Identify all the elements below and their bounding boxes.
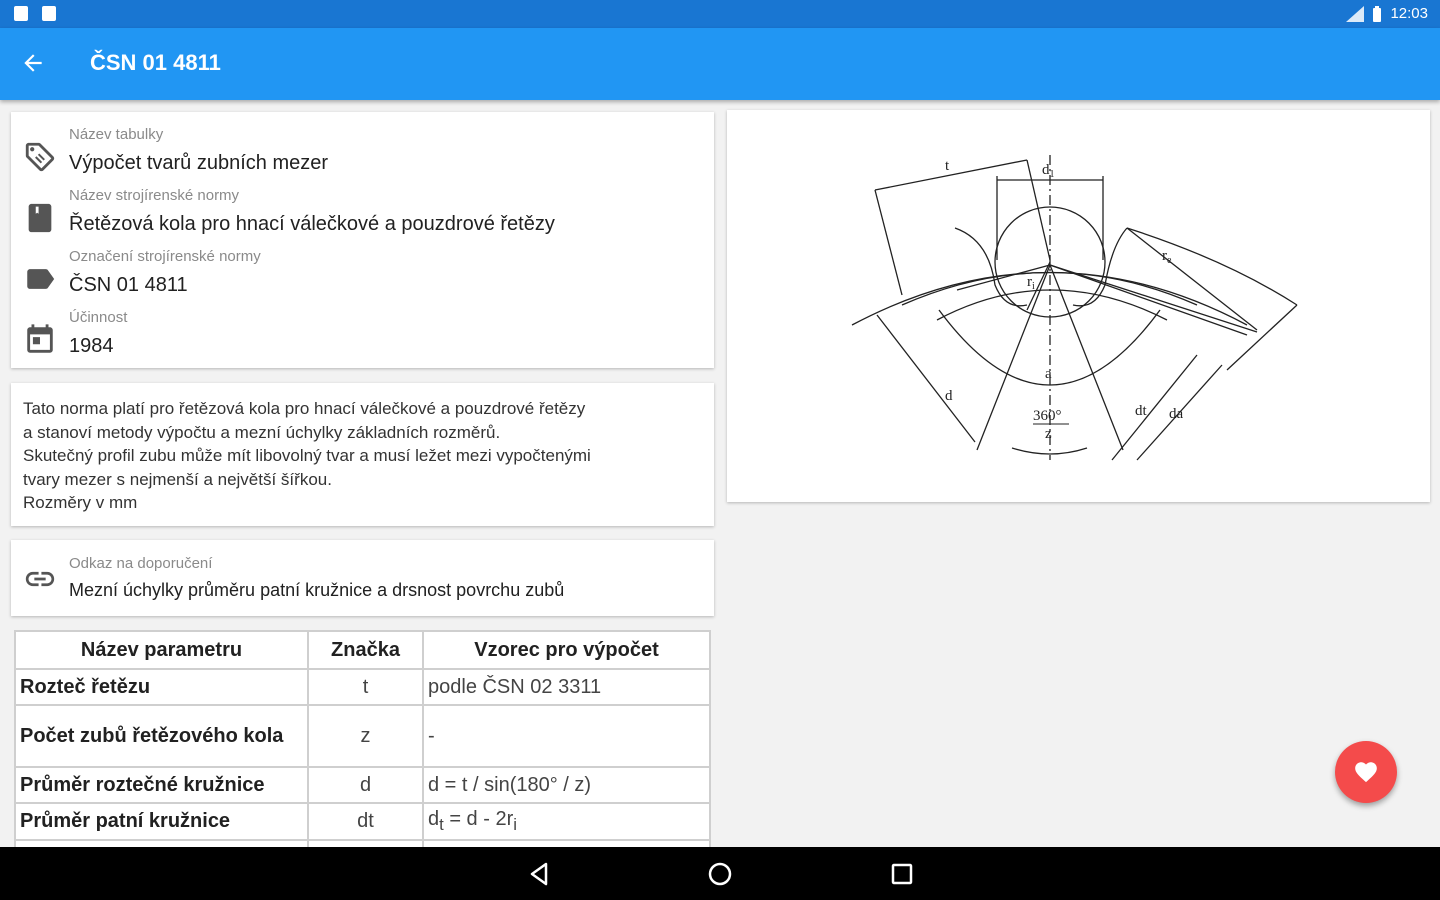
status-bar <box>0 0 1440 28</box>
diagram-label-da: da <box>1169 406 1184 422</box>
status-time: 12:03 <box>1390 5 1428 22</box>
diagram-label-re: $r_e$ <box>1162 248 1172 266</box>
norm-name-value: Řetězová kola pro hnací válečkové a pouzdrové řetězy <box>69 213 555 235</box>
table-row <box>15 803 710 840</box>
table-name-label: Název tabulky <box>69 126 164 143</box>
diagram-label-dt: dt <box>1135 403 1147 419</box>
info-row-effective <box>11 305 711 365</box>
info-row-norm-name <box>11 183 711 243</box>
favorite-button[interactable] <box>1335 741 1397 803</box>
calendar-icon <box>23 323 57 357</box>
nav-home-icon[interactable] <box>705 859 735 889</box>
param-formula: podle ČSN 02 3311 <box>423 669 710 705</box>
effective-value: 1984 <box>69 335 114 357</box>
table-row <box>15 669 710 705</box>
signal-icon <box>1346 6 1364 22</box>
table-header-formula: Vzorec pro výpočet <box>423 631 710 669</box>
tag-icon <box>23 140 57 174</box>
param-formula: $d_t = d - 2r_i$ <box>423 803 710 840</box>
diagram-label-d: d <box>945 388 953 404</box>
link-label: Odkaz na doporučení <box>69 555 213 572</box>
description-line: Tato norma platí pro řetězová kola pro hnací válečkové a pouzdrové řetězy <box>23 399 586 418</box>
heart-icon <box>1353 759 1379 785</box>
info-card <box>11 112 714 368</box>
description-card <box>11 383 714 526</box>
table-header-row <box>15 631 710 669</box>
description-line: Rozměry v mm <box>23 493 138 512</box>
diagram-label-d1: $d_1$ <box>1042 162 1055 180</box>
description-line: tvary mezer s nejmenší a největší šířkou. <box>23 469 332 489</box>
diagram-card <box>727 110 1430 502</box>
page-title: ČSN 01 4811 <box>90 50 221 75</box>
param-name: Počet zubů řetězového kola <box>15 705 308 767</box>
nav-recents-icon[interactable] <box>887 859 917 889</box>
table-name-value: Výpočet tvarů zubních mezer <box>69 152 329 174</box>
nav-back-icon[interactable] <box>524 859 554 889</box>
param-name: Průměr patní kružnice <box>15 803 308 840</box>
param-symbol: dt <box>308 803 423 840</box>
description-line: Skutečný profil zubu může mít libovolný tvar a musí ležet mezi vypočtenými <box>23 446 591 465</box>
table-row <box>15 705 710 767</box>
table-row <box>15 767 710 803</box>
param-formula: - <box>423 705 710 767</box>
link-row[interactable] <box>11 550 711 610</box>
back-arrow-icon[interactable] <box>20 50 46 76</box>
description-text <box>23 397 713 515</box>
info-row-table-name <box>11 122 711 182</box>
diagram-label-ri: $r_i$ <box>1027 274 1035 292</box>
battery-icon <box>1372 6 1382 22</box>
table-header-name: Název parametru <box>15 631 308 669</box>
effective-label: Účinnost <box>69 309 128 326</box>
diagram-label-angle-num: 360° <box>1033 408 1062 424</box>
link-text[interactable]: Mezní úchylky průměru patní kružnice a drsnost povrchu zubů <box>69 580 565 600</box>
param-name: Rozteč řetězu <box>15 669 308 705</box>
label-icon <box>23 262 57 296</box>
link-card[interactable] <box>11 540 714 616</box>
norm-code-value: ČSN 01 4811 <box>69 274 188 296</box>
diagram-label-angle-den: z <box>1045 426 1052 442</box>
table-header-symbol: Značka <box>308 631 423 669</box>
notification-icon-2 <box>42 6 56 21</box>
system-nav-bar <box>0 847 1440 900</box>
param-symbol: z <box>308 705 423 767</box>
description-line: a stanoví metody výpočtu a mezní úchylky základních rozměrů. <box>23 422 501 442</box>
param-name: Průměr roztečné kružnice <box>15 767 308 803</box>
norm-code-label: Označení strojírenské normy <box>69 248 261 265</box>
notification-icon <box>14 6 28 21</box>
param-formula: d = t / sin(180° / z) <box>423 767 710 803</box>
param-symbol: d <box>308 767 423 803</box>
info-row-norm-code <box>11 244 711 304</box>
link-icon <box>23 562 57 596</box>
parameters-table <box>14 630 711 871</box>
book-icon <box>23 201 57 235</box>
norm-name-label: Název strojírenské normy <box>69 187 240 204</box>
diagram-label-t: t <box>945 158 950 174</box>
diagram-label-a: a <box>1045 366 1052 382</box>
app-bar <box>0 28 1440 100</box>
sprocket-tooth-diagram <box>727 110 1430 502</box>
param-symbol: t <box>308 669 423 705</box>
